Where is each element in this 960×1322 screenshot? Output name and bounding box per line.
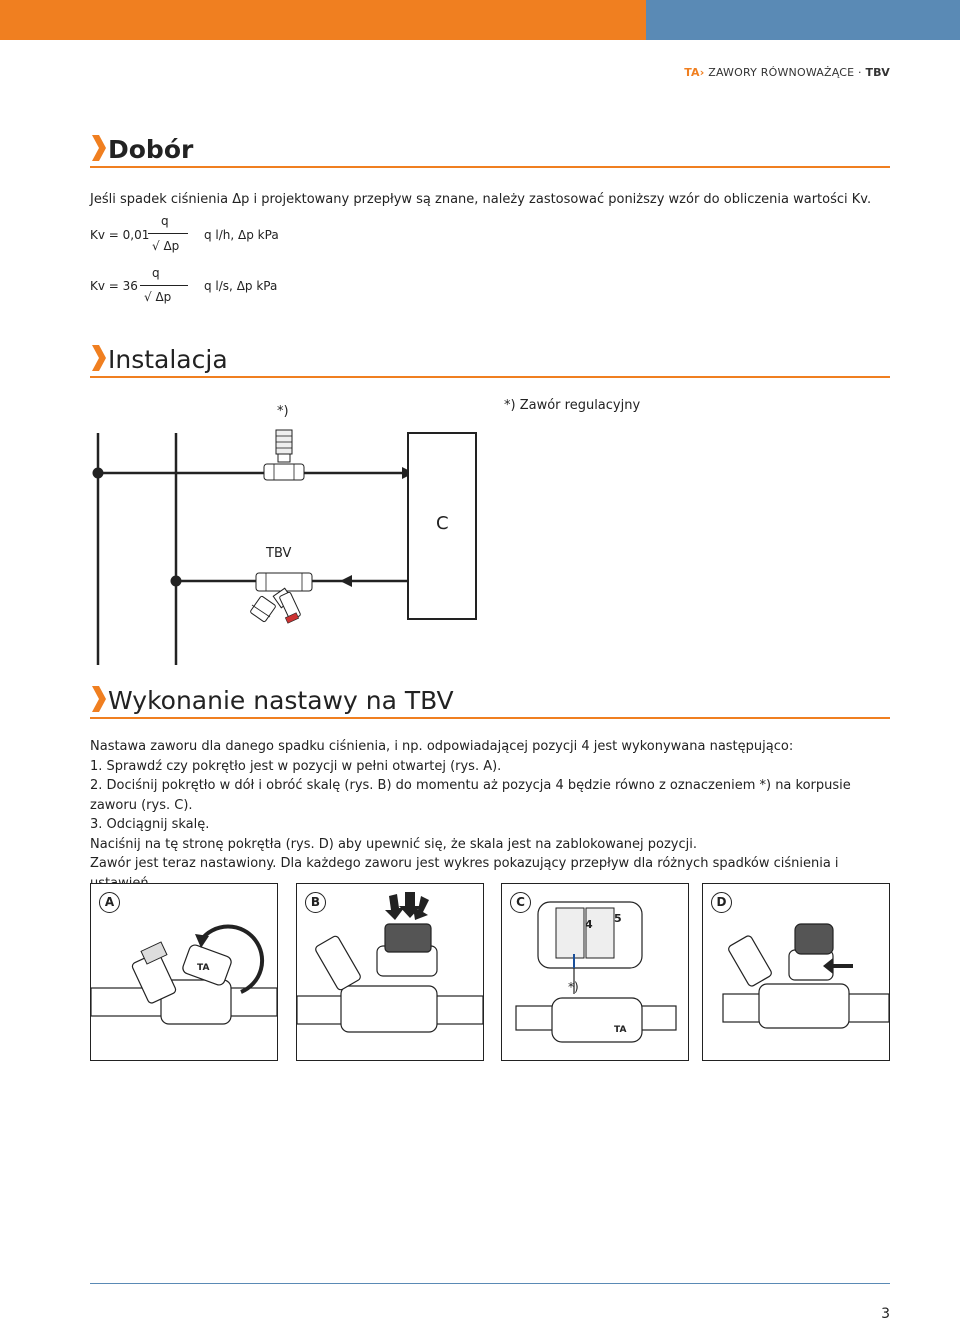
chevron-right-icon [90, 686, 106, 712]
panel-letter: A [99, 892, 120, 913]
procedure-paragraph: Naciśnij na tę stronę pokrętła (rys. D) aby upewnić się, że skala jest na zablokowanej pozycji. [90, 836, 697, 852]
formula-units: q l/h, Δp kPa [204, 228, 279, 242]
svg-text:TA: TA [614, 1025, 627, 1035]
figure-panel-b [296, 883, 484, 1061]
procedure-step: 2. Dociśnij pokrętło w dół i obróć skalę (rys. B) do momentu aż pozycja 4 będzie równo z oznaczeniem *) na korpusie zaworu (rys. C). [90, 778, 851, 813]
section-title: Wykonanie nastawy na TBV [108, 686, 454, 715]
fraction-bar [148, 233, 188, 234]
svg-text:TA: TA [197, 963, 210, 973]
running-header [684, 66, 890, 79]
junction-dot [93, 468, 104, 479]
top-secondary-bar [646, 0, 960, 40]
procedure-paragraph: Zawór jest teraz nastawiony. Dla każdego zaworu jest wykres pokazujący przepływ dla różnych spadków ciśnienia i [90, 856, 839, 871]
installation-diagram [80, 395, 680, 665]
section-heading-instalacja [90, 334, 890, 378]
procedure-step: 3. Odciągnij skalę. [90, 817, 210, 832]
scale-number: 4 [585, 918, 593, 931]
procedure-step: 1. Sprawdź czy pokrętło jest w pozycji w pełni otwartej (rys. A). [90, 758, 502, 774]
section-heading-dobor [90, 130, 890, 168]
panel-letter: B [305, 892, 326, 913]
brand-label: TA [684, 66, 700, 79]
section-title: Dobór [108, 135, 194, 164]
procedure-text [90, 737, 890, 893]
scale-alignment-illustration [502, 884, 688, 1060]
control-valve-star-label: *) [277, 404, 289, 419]
formula-units: q l/s, Δp kPa [204, 279, 278, 293]
junction-dot [171, 576, 182, 587]
control-valve-icon [264, 430, 304, 480]
figure-panel-d [702, 883, 890, 1061]
setting-mark-label: *) [568, 980, 579, 994]
installation-legend: *) Zawór regulacyjny [504, 398, 641, 413]
footer-rule [90, 1283, 890, 1284]
section-title: Instalacja [108, 345, 228, 374]
page-number: 3 [881, 1306, 890, 1322]
formula-lhs: Kv = 0,01 [90, 228, 150, 242]
procedure-paragraph: Nastawa zaworu dla danego spadku ciśnienia, i np. odpowiadającej pozycji 4 jest wykonywana następująco: [90, 739, 794, 754]
tbv-valve-icon [250, 573, 312, 623]
flow-arrow-icon [340, 575, 352, 587]
fraction-bar [140, 285, 188, 286]
figure-panel-c [501, 883, 689, 1061]
formula-lhs: Kv = 36 [90, 279, 138, 293]
chevron-right-icon: › [699, 66, 705, 79]
formula-numerator: q [152, 266, 160, 280]
chevron-right-icon [90, 345, 106, 371]
formula-denominator: √ Δp [144, 290, 172, 304]
valve-locked-illustration [703, 884, 889, 1060]
top-bar-notch [624, 0, 646, 40]
header-separator: · [858, 66, 862, 79]
figure-panel-a [90, 883, 278, 1061]
formula-numerator: q [161, 214, 169, 228]
formula-denominator: √ Δp [152, 239, 180, 253]
panel-letter: C [510, 892, 531, 913]
consumer-label: C [436, 513, 449, 534]
section-heading-wykonanie [90, 675, 890, 719]
series-label: ZAWORY RÓWNOWAŻĄCE [708, 66, 855, 79]
scale-number: 5 [614, 912, 622, 925]
chevron-right-icon [90, 135, 106, 161]
top-accent-bar [0, 0, 646, 40]
panel-letter: D [711, 892, 732, 913]
tbv-label: TBV [266, 546, 292, 561]
product-label: TBV [865, 66, 890, 79]
dobor-intro: Jeśli spadek ciśnienia Δp i projektowany przepływ są znane, należy zastosować poniższy wzór do obliczenia wartości Kv. [90, 192, 872, 207]
valve-open-illustration [91, 884, 277, 1060]
valve-press-and-turn-illustration [297, 884, 483, 1060]
